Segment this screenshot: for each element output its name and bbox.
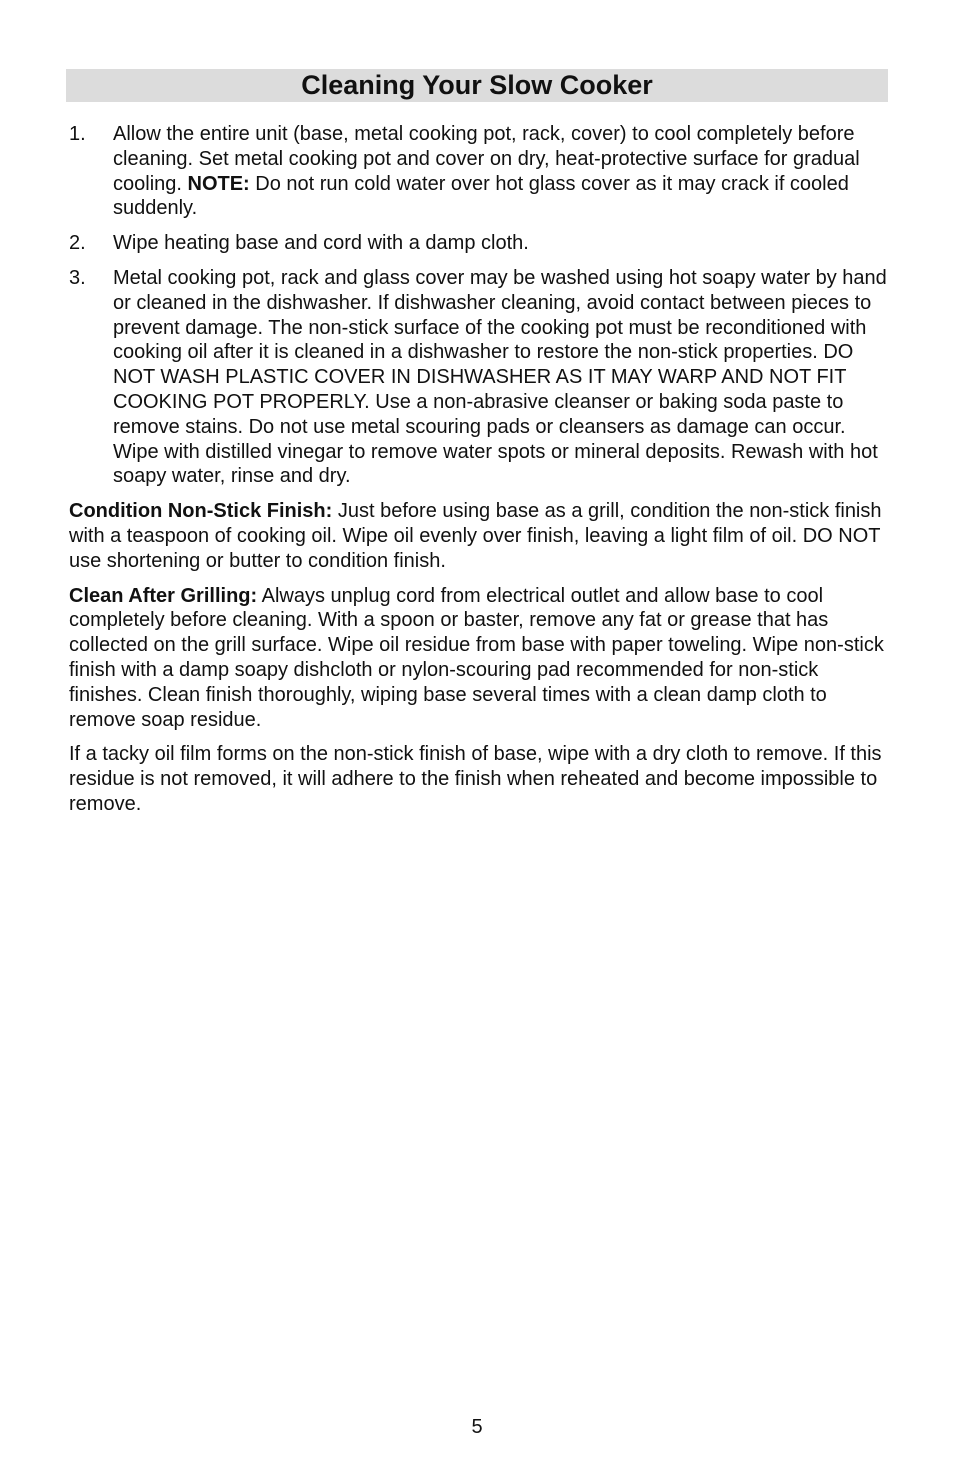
clean-after-label: Clean After Grilling: [69,584,258,607]
condition-label: Condition Non-Stick Finish: [69,500,333,523]
list-item-number: 3. [69,266,86,289]
list-item-text: Metal cooking pot, rack and glass cover may be washed using hot soapy water by hand or cleaned in the dishwasher. If dishwasher cleaning, avoid contact between pieces to prevent damage. The non-stick surface of the cooking pot must be reconditioned with cooking oil after it is cleaned in a dishwasher to restore the non-stick properties. DO NOT WASH PLASTIC COVER IN DISHWASHER AS IT MAY WARP AND NOT FIT COOKING POT PROPERLY. Use a non-abrasive cleanser or baking soda paste to remove stains. Do not use metal scouring pads or cleansers as damage can occur. Wipe with distilled vinegar to remove water spots or mineral deposits. Rewash with hot soapy water, rinse and dry. [113,266,887,488]
main-content [69,122,889,827]
list-item-number: 1. [69,123,86,145]
list-item [69,122,889,221]
tacky-note-paragraph: If a tacky oil film forms on the non-stick finish of base, wipe with a dry cloth to remove. If this residue is not removed, it will adhere to the finish when reheated and become impossible to remove. [69,743,882,815]
list-item-text: Allow the entire unit (base, metal cooking pot, rack, cover) to cool completely before cleaning. Set metal cooking pot and cover on dry, heat-protective surface for gradual cooling. [113,123,860,195]
page-number: 5 [471,1416,483,1438]
condition-paragraph [69,499,889,573]
list-item-number: 2. [69,232,86,255]
list-item [69,266,889,489]
clean-after-paragraph [69,584,889,733]
condition-text: Just before using base as a grill, condition the non-stick finish with a teaspoon of cooking oil. Wipe oil evenly over finish, leaving a light film of oil. DO NOT use shortening or butter to condition finish. [69,500,882,572]
note-label: NOTE: [187,172,250,195]
list-item-text: Wipe heating base and cord with a damp cloth. [113,232,529,255]
clean-after-text: Always unplug cord from electrical outlet and allow base to cool completely before cleaning. With a spoon or baster, remove any fat or grease that has collected on the grill surface. Wipe oil residue from base with paper toweling. Wipe non-stick finish with a damp soapy dishcloth or nylon-scouring pad recommended for non-stick finishes. Clean finish thoroughly, wiping base several times with a clean damp cloth to remove soap residue. [69,584,884,731]
section-title-bar [66,69,888,102]
list-item [69,231,889,256]
page-title: Cleaning Your Slow Cooker [301,70,653,100]
list-item-text: Do not run cold water over hot glass cover as it may crack if cooled suddenly. [113,172,849,220]
